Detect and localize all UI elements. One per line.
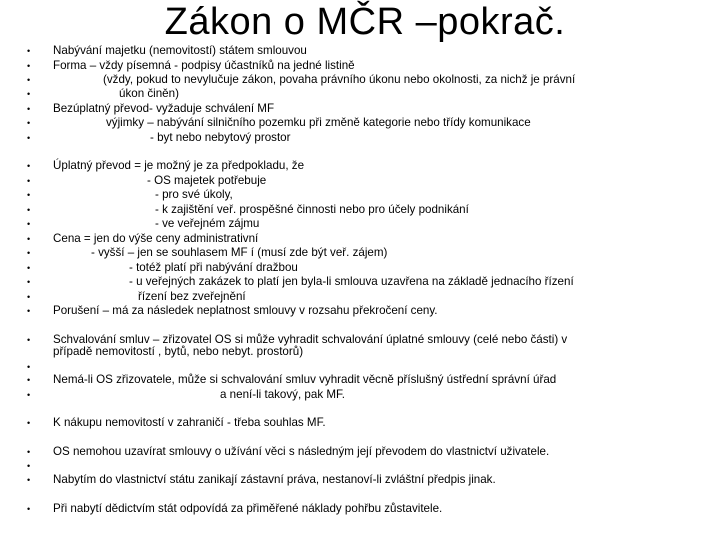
list-item-text: řízení bez zveřejnění: [138, 290, 246, 303]
list-item-text: Schvalování smluv – zřizovatel OS si může vyhradit schvalování úplatné smlouvy (celé nebo části) v: [53, 333, 568, 346]
list-item-text: Nabytím do vlastnictví státu zanikají zástavní práva, nestanoví-li zvláštní předpis jinak.: [53, 473, 496, 486]
bullet-icon: •: [27, 104, 31, 114]
list-item-text: Nabývání majetku (nemovitostí) státem smlouvou: [53, 44, 307, 57]
bullet-icon: •: [27, 205, 31, 215]
list-item-text: Bezúplatný převod- vyžaduje schválení MF: [53, 102, 275, 115]
list-item-text: - OS majetek potřebuje: [147, 174, 267, 187]
slide-title: Zákon o MČR –pokrač.: [164, 1, 566, 43]
bullet-icon: •: [27, 133, 31, 143]
bullet-icon: •: [27, 292, 31, 302]
bullet-icon: •: [27, 190, 31, 200]
list-item-text: Úplatný převod = je možný je za předpokladu, že: [53, 159, 305, 172]
bullet-icon: •: [27, 447, 31, 457]
list-item-text: - totéž platí při nabývání dražbou: [129, 261, 298, 274]
list-item-text: Při nabytí dědictvím stát odpovídá za přiměřené náklady pohřbu zůstavitele.: [53, 502, 443, 515]
bullet-icon: •: [27, 61, 31, 71]
list-item-text: Nemá-li OS zřizovatele, může si schvalování smluv vyhradit věcně příslušný ústřední správní úřad: [53, 373, 557, 386]
list-item-text: - vyšší – jen se souhlasem MF í (musí zde být veř. zájem): [91, 246, 388, 259]
bullet-icon: •: [27, 306, 31, 316]
list-item-text: případě nemovitostí , bytů, nebo nebyt. prostorů): [53, 345, 304, 358]
list-item-text: - u veřejných zakázek to platí jen byla-li smlouva uzavřena na základě jednacího řízení: [129, 275, 574, 288]
list-item-text: K nákupu nemovitostí v zahraničí - třeba souhlas MF.: [53, 416, 326, 429]
bullet-icon: •: [27, 390, 31, 400]
list-item-text: Porušení – má za následek neplatnost smlouvy v rozsahu překročení ceny.: [53, 304, 438, 317]
bullet-icon: •: [27, 75, 31, 85]
bullet-icon: •: [27, 263, 31, 273]
bullet-icon: •: [27, 335, 31, 345]
list-item-text: Cena = jen do výše ceny administrativní: [53, 232, 259, 245]
bullet-icon: •: [27, 504, 31, 514]
list-item-text: - ve veřejném zájmu: [155, 217, 260, 230]
list-item-text: a není-li takový, pak MF.: [220, 388, 346, 401]
bullet-icon: •: [27, 234, 31, 244]
bullet-icon: •: [27, 475, 31, 485]
bullet-icon: •: [27, 248, 31, 258]
bullet-icon: •: [27, 277, 31, 287]
bullet-icon: •: [27, 375, 31, 385]
bullet-icon: •: [27, 46, 31, 56]
list-item-text: úkon činěn): [119, 87, 179, 100]
list-item-text: - pro své úkoly,: [155, 188, 233, 201]
list-item-text: - k zajištění veř. prospěšné činnosti nebo pro účely podnikání: [155, 203, 469, 216]
bullet-icon: •: [27, 418, 31, 428]
list-item-text: - byt nebo nebytový prostor: [150, 131, 291, 144]
bullet-icon: •: [27, 89, 31, 99]
bullet-icon: •: [27, 461, 31, 471]
list-item-text: výjimky – nabývání silničního pozemku při změně kategorie nebo třídy komunikace: [106, 116, 531, 129]
bullet-icon: •: [27, 161, 31, 171]
bullet-icon: •: [27, 118, 31, 128]
list-item-text: (vždy, pokud to nevylučuje zákon, povaha právního úkonu nebo okolnosti, za nichž je právní: [103, 73, 576, 86]
list-item-text: Forma – vždy písemná - podpisy účastníků na jedné listině: [53, 59, 355, 72]
list-item-text: OS nemohou uzavírat smlouvy o užívání věci s následným její převodem do vlastnictví uživatele.: [53, 445, 550, 458]
bullet-icon: •: [27, 219, 31, 229]
bullet-icon: •: [27, 176, 31, 186]
bullet-icon: •: [27, 362, 31, 372]
